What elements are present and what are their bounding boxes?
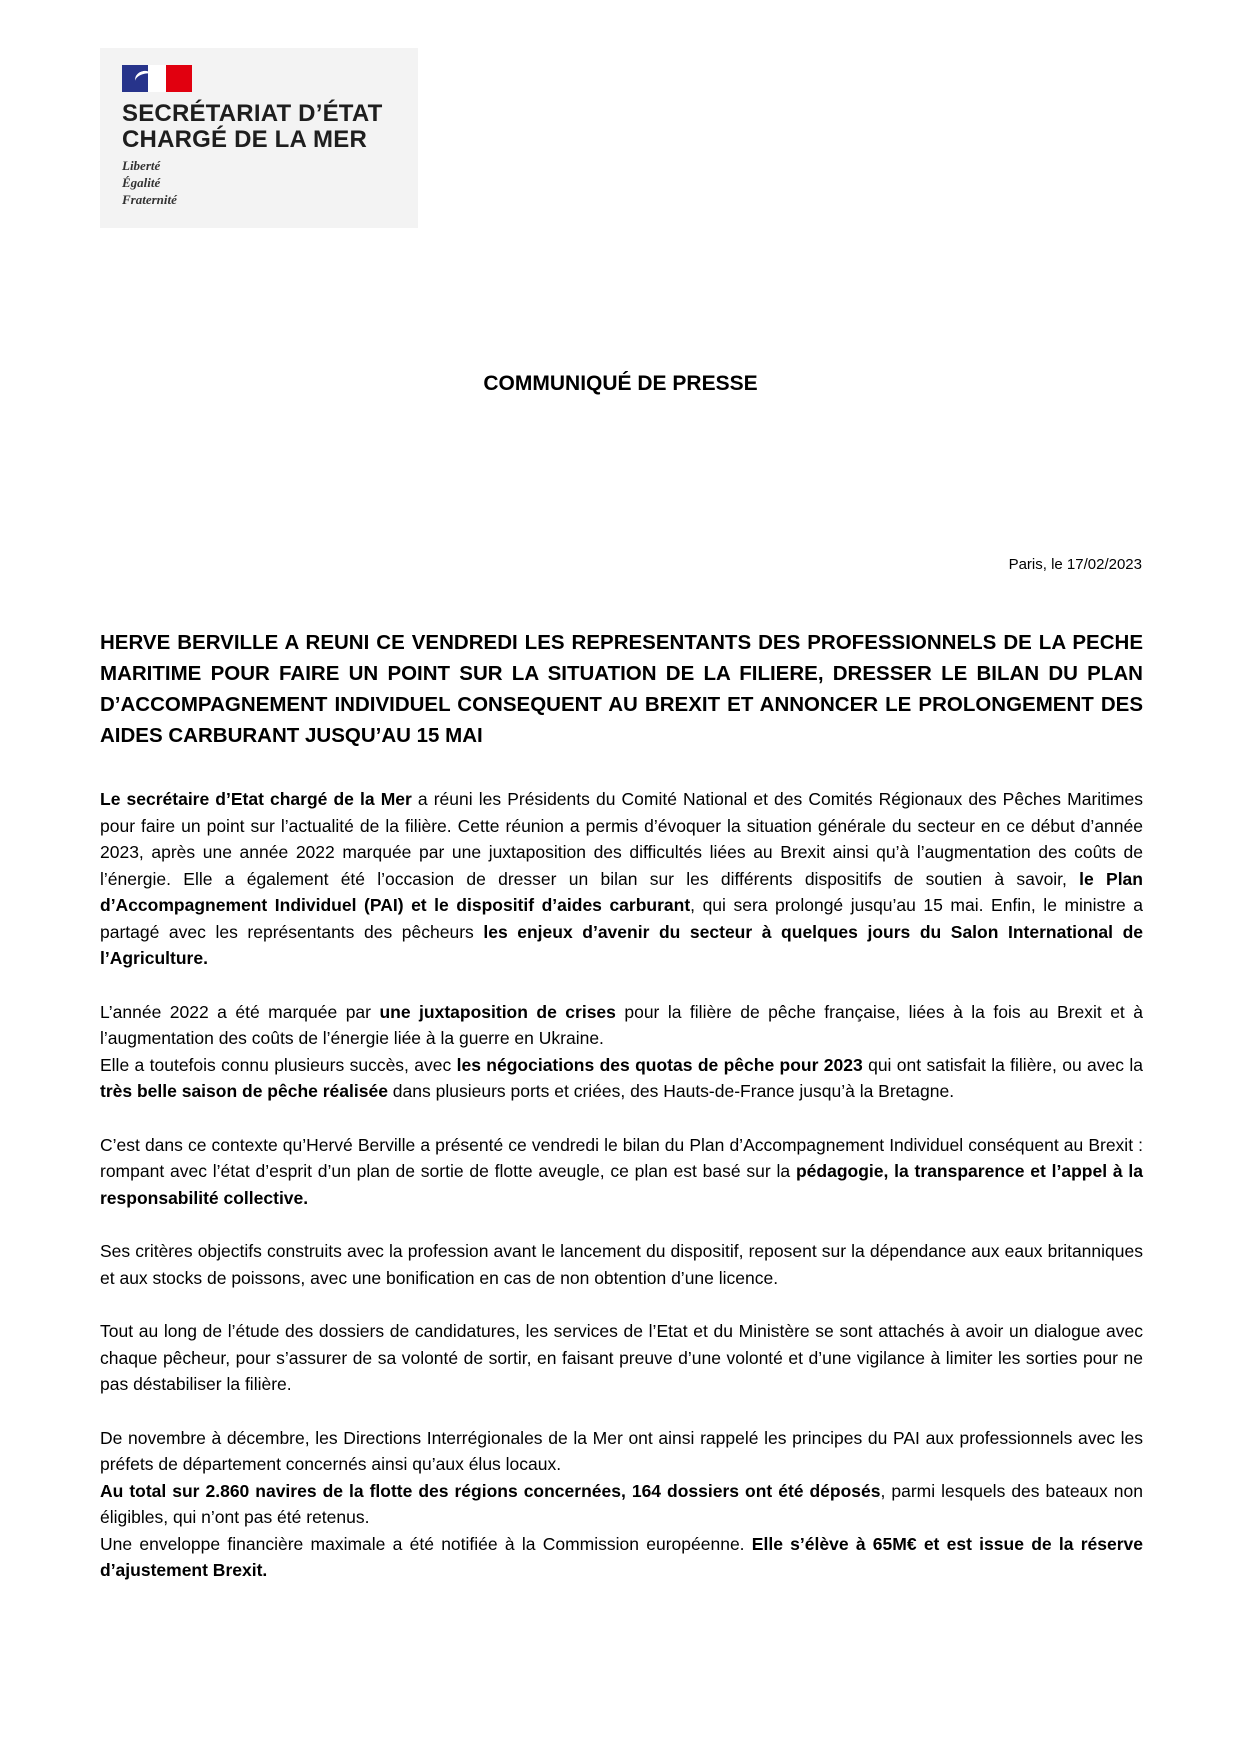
paragraph-criteria: Ses critères objectifs construits avec la profession avant le lancement du dispositif, reposent sur la dépendance aux eaux britanniques et aux stocks de poissons, avec une bonification en cas de non obtention d’une licence. xyxy=(100,1241,1143,1288)
dateline: Paris, le 17/02/2023 xyxy=(1008,556,1142,573)
headline: HERVE BERVILLE A REUNI CE VENDREDI LES REPRESENTANTS DES PROFESSIONNELS DE LA PECHE MARITIME POUR FAIRE UN POINT SUR LA SITUATION DE LA FILIERE, DRESSER LE BILAN DU PLAN D’ACCOMPAGNEMENT INDIVIDUEL CONSEQUENT AU BREXIT ET ANNONCER LE PROLONGEMENT DES AIDES CARBURANT JUSQU’AU 15 MAI xyxy=(100,631,1143,747)
logo-title-line1: SECRÉTARIAT D’ÉTAT xyxy=(122,100,383,127)
logo-motto-liberte: Liberté xyxy=(122,158,161,173)
paragraph-total: Au total sur 2.860 navires de la flotte des régions concernées, 164 dossiers ont été déposés, parmi lesquels des bateaux non éligibles, qui n’ont pas été retenus. xyxy=(100,1480,1143,1527)
logo-motto-fraternite: Fraternité xyxy=(122,192,177,207)
paragraph-pai-bilan: C’est dans ce contexte qu’Hervé Berville a présenté ce vendredi le bilan du Plan d’Accompagnement Individuel conséquent au Brexit : rompant avec l’état d’esprit d’un plan de sortie de flotte aveugle, ce plan est basé sur la pédagogie, la transparence et l’appel à la responsabilité collective. xyxy=(100,1134,1143,1208)
paragraph-envelope: Une enveloppe financière maximale a été notifiée à la Commission européenne. Elle s’élève à 65M€ et est issue de la réserve d’ajustement Brexit. xyxy=(100,1533,1143,1580)
paragraph-dialogue: Tout au long de l’étude des dossiers de candidatures, les services de l’Etat et du Ministère se sont attachés à avoir un dialogue avec chaque pêcheur, pour s’assurer de sa volonté de sortir, en faisant preuve d’une volonté et d’une vigilance à limiter les sorties pour ne pas déstabiliser la filière. xyxy=(100,1321,1143,1394)
logo-title-line2: CHARGÉ DE LA MER xyxy=(122,126,367,153)
government-logo xyxy=(100,48,418,228)
paragraph-crises: L’année 2022 a été marquée par une juxtaposition de crises pour la filière de pêche française, liées à la fois au Brexit et à l’augmentation des coûts de l’énergie liée à la guerre en Ukraine. xyxy=(100,1001,1143,1048)
paragraph-dirm: De novembre à décembre, les Directions Interrégionales de la Mer ont ainsi rappelé les principes du PAI aux professionnels avec les préfets de département concernés ainsi qu’aux élus locaux. xyxy=(100,1427,1143,1474)
paragraph-intro: Le secrétaire d’Etat chargé de la Mer a réuni les Présidents du Comité National et des Comités Régionaux des Pêches Maritimes pour faire un point sur l’actualité de la filière. Cette réunion a permis d’évoquer la situation générale du secteur en ce début d’année 2023, après une année 2022 marquée par une juxtaposition des difficultés liées au Brexit ainsi qu’à l’augmentation des coûts de l’énergie. Elle a également été l’occasion de dresser un bilan sur les différents dispositifs de soutien à savoir, le Plan d’Accompagnement Individuel (PAI) et le dispositif d’aides carburant, qui sera prolongé jusqu’au 15 mai. Enfin, le ministre a partagé avec les représentants des pêcheurs les enjeux d’avenir du secteur à quelques jours du Salon International de l’Agriculture. xyxy=(100,789,1143,968)
logo-motto-egalite: Égalité xyxy=(122,175,161,190)
french-flag-icon xyxy=(122,65,192,92)
body-text xyxy=(100,786,1143,1611)
paragraph-successes: Elle a toutefois connu plusieurs succès, avec les négociations des quotas de pêche pour 2023 qui ont satisfait la filière, ou avec la très belle saison de pêche réalisée dans plusieurs ports et criées, des Hauts-de-France jusqu’à la Bretagne. xyxy=(100,1054,1143,1101)
press-release-title: COMMUNIQUÉ DE PRESSE xyxy=(483,372,758,395)
